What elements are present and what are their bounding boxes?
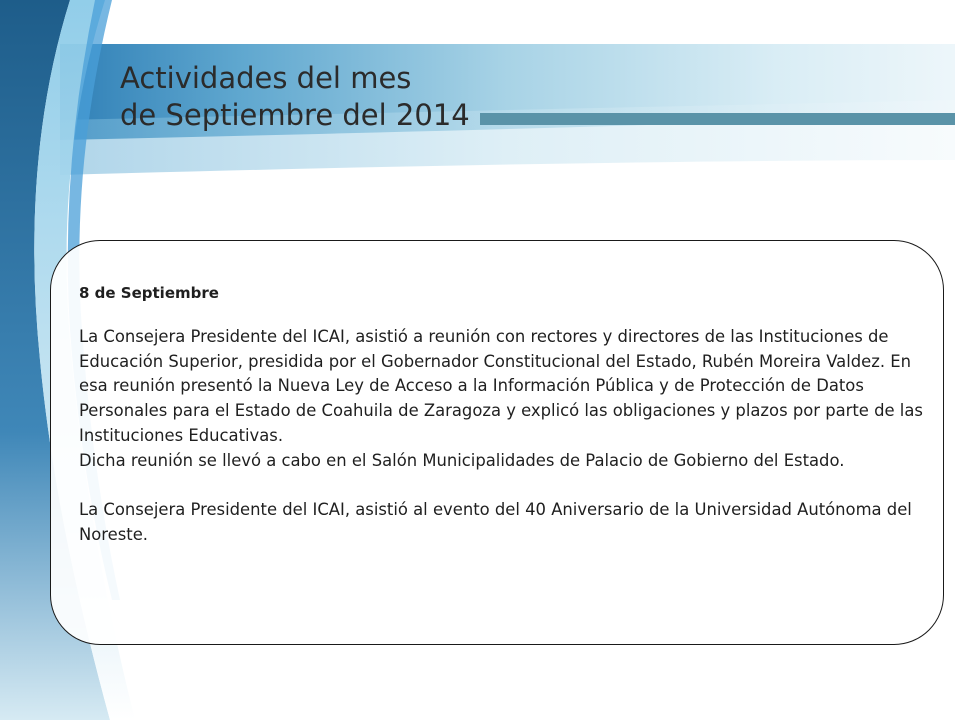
date-heading: 8 de Septiembre — [79, 284, 219, 302]
slide-title-line-2: de Septiembre del 2014 — [120, 98, 470, 132]
paragraph-location: Dicha reunión se llevó a cabo en el Salón Municipalidades de Palacio de Gobierno del Estado. — [79, 450, 845, 470]
title-band-stripe — [480, 113, 955, 125]
paragraph-meeting: La Consejera Presidente del ICAI, asistió a reunión con rectores y directores de las Instituciones de Educación Superior, presidida por el Gobernador Constitucional del Estado, Rubén Moreira Valdez. En esa reunión presentó la Nueva Ley de Acceso a la Información Pública y de Protección de Datos Personales para el Estado de Coahuila de Zaragoza y explicó las obligaciones y plazos por parte de las Instituciones Educativas. — [79, 327, 923, 445]
paragraph-spacer — [79, 473, 924, 498]
slide-title-line-1: Actividades del mes — [120, 61, 412, 95]
slide-title — [120, 60, 470, 134]
content-text — [79, 283, 924, 547]
paragraph-anniversary: La Consejera Presidente del ICAI, asistió al evento del 40 Aniversario de la Universidad Autónoma del Noreste. — [79, 499, 912, 544]
